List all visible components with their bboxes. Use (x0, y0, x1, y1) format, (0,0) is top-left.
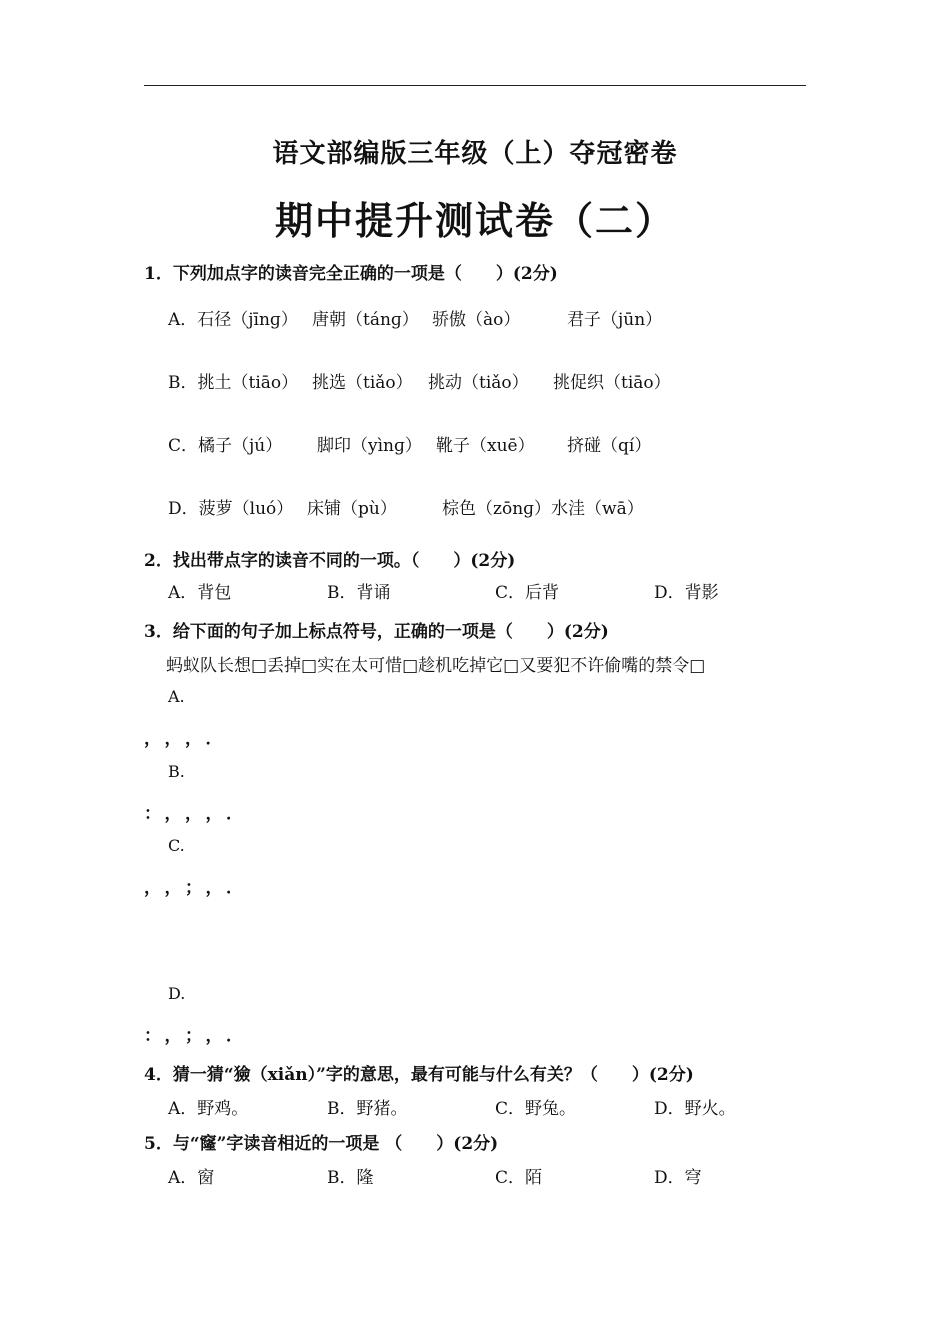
q1-option-c-4: 挤碰（qí） (567, 436, 652, 456)
q4-option-b: B．野猪。 (327, 1099, 408, 1119)
q1-option-d-3: 棕色（zōnɡ）水洼（wā） (442, 499, 644, 519)
q1-option-a-1: A．石径（jīnɡ） (168, 310, 298, 330)
q3-option-b-label: B. (168, 762, 185, 781)
header-rule (144, 85, 806, 86)
q3-option-a-punctuation: ，，，． (144, 729, 235, 749)
question-1-stem: 1．下列加点字的读音完全正确的一项是（ ）(2分) (144, 264, 558, 284)
q3-option-c-punctuation: ，，；，． (144, 878, 255, 898)
q1-option-c-3: 靴子（xuē） (436, 436, 535, 456)
question-5-stem: 5．与“窿”字读音相近的一项是 （ ）(2分) (144, 1134, 499, 1154)
q5-option-d: D．穹 (654, 1168, 702, 1188)
q1-option-b-3: 挑动（tiǎo） (428, 373, 529, 393)
q5-option-b: B．隆 (327, 1168, 374, 1188)
question-2-stem: 2．找出带点字的读音不同的一项。（ ）(2分) (144, 551, 516, 571)
question-3-stem: 3．给下面的句子加上标点符号，正确的一项是（ ）(2分) (144, 622, 609, 642)
q3-option-b-punctuation: ：，，，． (144, 804, 255, 824)
q1-option-b-4: 挑促织（tiāo） (553, 373, 671, 393)
q3-option-d-punctuation: ：，；，． (144, 1026, 255, 1046)
q3-option-a-label: A. (168, 687, 185, 706)
q3-option-d-label: D. (168, 984, 186, 1003)
q1-option-c-1: C．橘子（jú） (168, 436, 283, 456)
q5-option-c: C．陌 (495, 1168, 543, 1188)
q1-option-a-3: 骄傲（ào） (432, 310, 521, 330)
q4-option-c: C．野兔。 (495, 1099, 577, 1119)
q1-option-a-2: 唐朝（tánɡ） (312, 310, 419, 330)
q1-option-b-1: B．挑土（tiāo） (168, 373, 299, 393)
q2-option-d: D．背影 (654, 583, 719, 603)
q5-option-a: A．窗 (168, 1168, 215, 1188)
q4-option-d: D．野火。 (654, 1099, 736, 1119)
q2-option-b: B．背诵 (327, 583, 391, 603)
exam-subtitle: 语文部编版三年级（上）夺冠密卷 (272, 139, 678, 169)
q2-option-c: C．后背 (495, 583, 560, 603)
q3-sentence: 蚂蚁队长想□丢掉□实在太可惜□趁机吃掉它□又要犯不许偷嘴的禁令□ (166, 656, 706, 676)
q1-option-a-4: 君子（jūn） (567, 310, 663, 330)
q2-option-a: A．背包 (168, 583, 232, 603)
q1-option-c-2: 脚印（yìnɡ） (317, 436, 422, 456)
q1-option-d-2: 床铺（pù） (307, 499, 397, 519)
exam-title: 期中提升测试卷（二） (274, 198, 675, 243)
q1-option-b-2: 挑选（tiǎo） (312, 373, 413, 393)
q4-option-a: A．野鸡。 (168, 1099, 249, 1119)
q1-option-d-1: D．菠萝（luó） (168, 499, 294, 519)
question-4-stem: 4．猜一猜“獫（xiǎn）”字的意思，最有可能与什么有关？（ ）(2分) (144, 1065, 694, 1085)
q3-option-c-label: C. (168, 836, 185, 855)
